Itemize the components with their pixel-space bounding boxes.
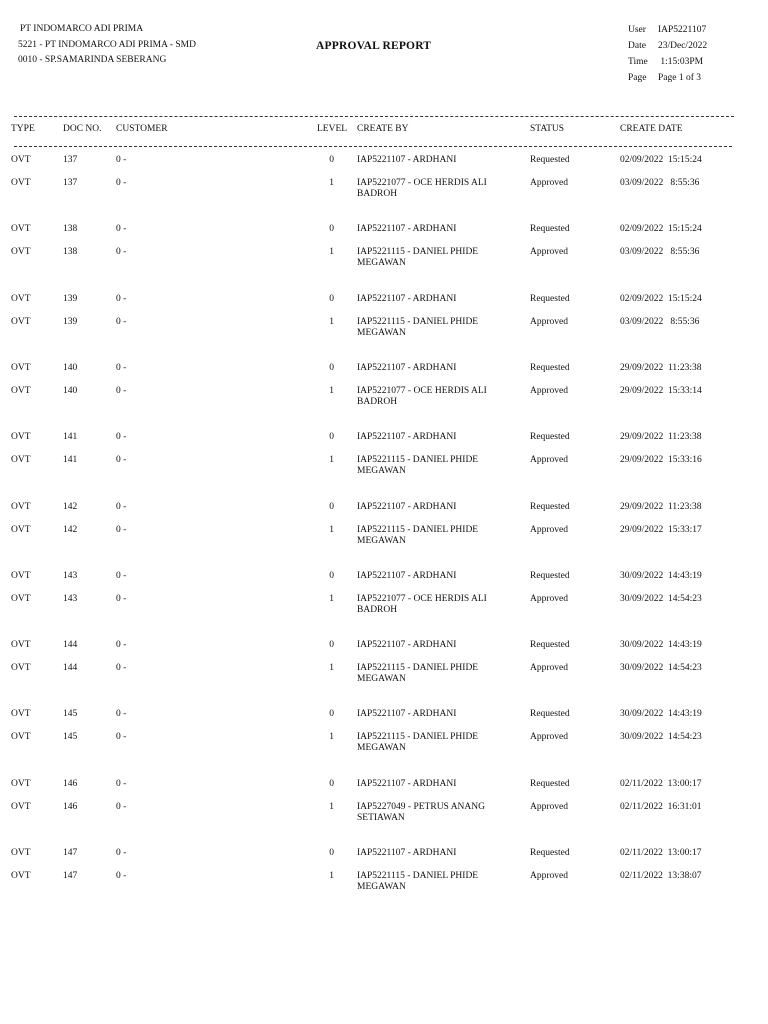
row-type: OVT <box>11 593 31 604</box>
table-row <box>0 224 768 248</box>
row-level: 0 <box>329 293 334 304</box>
row-customer: 0 - <box>116 709 127 720</box>
row-level: 0 <box>329 640 334 651</box>
row-customer: 0 - <box>116 848 127 858</box>
table-row <box>0 871 768 895</box>
col-create-by: CREATE BY <box>357 124 409 134</box>
table-row <box>0 732 768 756</box>
row-level: 1 <box>329 663 334 674</box>
row-status: Requested <box>530 570 570 581</box>
row-status: Requested <box>530 293 570 304</box>
row-status: Approved <box>530 871 568 881</box>
row-doc-no: 147 <box>63 871 78 881</box>
row-type: OVT <box>11 848 31 858</box>
meta-user-label: User <box>628 25 646 35</box>
row-create-by: IAP5221077 - OCE HERDIS ALI BADROH <box>357 178 487 199</box>
row-doc-no: 140 <box>63 385 78 396</box>
table-row <box>0 386 768 410</box>
row-create-date: 03/09/2022 8:55:36 <box>620 316 700 327</box>
row-level: 0 <box>329 155 334 165</box>
row-customer: 0 - <box>116 524 127 535</box>
row-create-by: IAP5221077 - OCE HERDIS ALI BADROH <box>357 385 487 407</box>
company-name: PT INDOMARCO ADI PRIMA <box>20 24 144 34</box>
row-create-date: 02/11/2022 16:31:01 <box>620 801 702 812</box>
row-status: Requested <box>530 155 570 165</box>
row-customer: 0 - <box>116 362 127 373</box>
row-create-by: IAP5221107 - ARDHANI <box>357 432 457 443</box>
row-type: OVT <box>11 316 31 327</box>
col-level: LEVEL <box>317 124 348 134</box>
row-customer: 0 - <box>116 432 127 443</box>
row-status: Approved <box>530 247 568 258</box>
row-create-date: 03/09/2022 8:55:36 <box>620 178 700 188</box>
row-create-by: IAP5221115 - DANIEL PHIDE MEGAWAN <box>357 247 479 269</box>
meta-user-value: IAP5221107 <box>658 25 707 35</box>
row-doc-no: 141 <box>63 455 78 466</box>
row-level: 1 <box>329 455 334 466</box>
row-level: 1 <box>329 732 334 743</box>
row-create-by: IAP5221107 - ARDHANI <box>357 570 457 581</box>
row-create-date: 02/09/2022 15:15:24 <box>620 224 702 235</box>
row-level: 0 <box>329 570 334 581</box>
table-row <box>0 178 768 202</box>
row-level: 1 <box>329 385 334 396</box>
table-row <box>0 247 768 271</box>
col-doc-no: DOC NO. <box>63 124 102 134</box>
row-customer: 0 - <box>116 385 127 396</box>
col-customer: CUSTOMER <box>116 124 168 134</box>
row-type: OVT <box>11 709 31 720</box>
row-doc-no: 140 <box>63 362 78 373</box>
row-type: OVT <box>11 293 31 304</box>
company-branch: 5221 - PT INDOMARCO ADI PRIMA - SMD <box>18 39 196 50</box>
row-customer: 0 - <box>116 801 127 812</box>
table-row <box>0 709 768 733</box>
row-customer: 0 - <box>116 455 127 466</box>
row-create-by: IAP5221107 - ARDHANI <box>357 848 457 858</box>
row-doc-no: 137 <box>63 178 78 188</box>
row-create-by: IAP5221107 - ARDHANI <box>357 362 457 373</box>
table-row <box>0 317 768 341</box>
row-create-by: IAP5221115 - DANIEL PHIDE MEGAWAN <box>357 455 479 477</box>
row-status: Requested <box>530 432 570 443</box>
row-level: 1 <box>329 178 334 188</box>
table-row <box>0 802 768 826</box>
row-level: 1 <box>329 593 334 604</box>
row-type: OVT <box>11 178 31 188</box>
row-customer: 0 - <box>116 501 127 512</box>
row-create-date: 02/11/2022 13:38:07 <box>620 871 702 881</box>
row-level: 1 <box>329 801 334 812</box>
row-status: Approved <box>530 316 568 327</box>
row-level: 0 <box>329 362 334 373</box>
row-customer: 0 - <box>116 316 127 327</box>
row-status: Requested <box>530 778 570 789</box>
row-level: 0 <box>329 224 334 235</box>
row-doc-no: 139 <box>63 293 78 304</box>
row-status: Requested <box>530 362 570 373</box>
row-doc-no: 146 <box>63 801 78 812</box>
row-create-date: 02/11/2022 13:00:17 <box>620 848 702 858</box>
row-doc-no: 137 <box>63 155 78 165</box>
col-create-date: CREATE DATE <box>620 124 683 134</box>
row-create-date: 02/09/2022 15:15:24 <box>620 155 702 165</box>
row-doc-no: 143 <box>63 570 78 581</box>
meta-time-label: Time <box>628 57 648 67</box>
row-create-by: IAP5221107 - ARDHANI <box>357 709 457 720</box>
row-type: OVT <box>11 455 31 466</box>
row-status: Requested <box>530 224 570 235</box>
meta-date-label: Date <box>628 41 646 51</box>
row-create-by: IAP5221107 - ARDHANI <box>357 778 457 789</box>
row-status: Approved <box>530 178 568 188</box>
table-row <box>0 663 768 687</box>
table-row <box>0 779 768 803</box>
row-create-by: IAP5221115 - DANIEL PHIDE MEGAWAN <box>357 316 479 338</box>
row-doc-no: 139 <box>63 316 78 327</box>
row-doc-no: 142 <box>63 524 78 535</box>
table-row <box>0 363 768 387</box>
row-status: Requested <box>530 640 570 651</box>
row-create-date: 29/09/2022 15:33:16 <box>620 455 702 466</box>
row-type: OVT <box>11 247 31 258</box>
meta-page-label: Page <box>628 73 647 83</box>
row-type: OVT <box>11 432 31 443</box>
row-create-date: 03/09/2022 8:55:36 <box>620 247 700 258</box>
row-customer: 0 - <box>116 778 127 789</box>
row-customer: 0 - <box>116 155 127 165</box>
table-row <box>0 525 768 549</box>
row-doc-no: 138 <box>63 247 78 258</box>
row-level: 1 <box>329 316 334 327</box>
row-status: Approved <box>530 663 568 674</box>
row-customer: 0 - <box>116 593 127 604</box>
row-level: 1 <box>329 871 334 881</box>
table-row <box>0 594 768 618</box>
table-row <box>0 294 768 318</box>
row-create-date: 29/09/2022 11:23:38 <box>620 362 702 373</box>
row-type: OVT <box>11 778 31 789</box>
row-create-by: IAP5221107 - ARDHANI <box>357 640 457 651</box>
row-status: Approved <box>530 732 568 743</box>
row-level: 0 <box>329 432 334 443</box>
row-type: OVT <box>11 663 31 674</box>
row-customer: 0 - <box>116 871 127 881</box>
row-type: OVT <box>11 801 31 812</box>
row-create-by: IAP5221115 - DANIEL PHIDE MEGAWAN <box>357 871 479 892</box>
report-title: APPROVAL REPORT <box>316 40 432 52</box>
row-type: OVT <box>11 362 31 373</box>
table-row <box>0 155 768 179</box>
row-level: 1 <box>329 524 334 535</box>
row-customer: 0 - <box>116 570 127 581</box>
row-create-date: 29/09/2022 15:33:14 <box>620 385 702 396</box>
row-create-date: 30/09/2022 14:54:23 <box>620 663 702 674</box>
row-create-date: 30/09/2022 14:43:19 <box>620 709 702 720</box>
row-status: Approved <box>530 385 568 396</box>
row-create-by: IAP5221107 - ARDHANI <box>357 501 457 512</box>
row-status: Requested <box>530 848 570 858</box>
row-create-date: 02/11/2022 13:00:17 <box>620 778 702 789</box>
row-type: OVT <box>11 524 31 535</box>
meta-page-value: Page 1 of 3 <box>658 73 702 83</box>
row-customer: 0 - <box>116 293 127 304</box>
row-type: OVT <box>11 570 31 581</box>
row-doc-no: 143 <box>63 593 78 604</box>
row-create-by: IAP5221077 - OCE HERDIS ALI BADROH <box>357 593 487 615</box>
row-type: OVT <box>11 732 31 743</box>
company-depot: 0010 - SP.SAMARINDA SEBERANG <box>18 55 167 65</box>
table-row <box>0 640 768 664</box>
row-status: Approved <box>530 801 568 812</box>
row-customer: 0 - <box>116 640 127 651</box>
row-doc-no: 145 <box>63 709 78 720</box>
row-create-date: 30/09/2022 14:54:23 <box>620 732 702 743</box>
row-create-date: 29/09/2022 15:33:17 <box>620 524 702 535</box>
row-level: 0 <box>329 501 334 512</box>
row-type: OVT <box>11 871 31 881</box>
row-level: 0 <box>329 778 334 789</box>
row-type: OVT <box>11 155 31 165</box>
row-create-by: IAP5221115 - DANIEL PHIDE MEGAWAN <box>357 732 479 754</box>
row-type: OVT <box>11 385 31 396</box>
row-status: Requested <box>530 501 570 512</box>
row-create-date: 29/09/2022 11:23:38 <box>620 501 702 512</box>
row-doc-no: 138 <box>63 224 78 235</box>
row-type: OVT <box>11 640 31 651</box>
row-create-date: 29/09/2022 11:23:38 <box>620 432 702 443</box>
row-level: 0 <box>329 709 334 720</box>
row-create-by: IAP5221107 - ARDHANI <box>357 155 457 165</box>
row-doc-no: 144 <box>63 640 78 651</box>
row-create-by: IAP5221107 - ARDHANI <box>357 293 457 304</box>
row-doc-no: 142 <box>63 501 78 512</box>
row-type: OVT <box>11 224 31 235</box>
row-type: OVT <box>11 501 31 512</box>
table-row <box>0 571 768 595</box>
row-create-date: 30/09/2022 14:43:19 <box>620 570 702 581</box>
table-row <box>0 432 768 456</box>
row-doc-no: 144 <box>63 663 78 674</box>
row-customer: 0 - <box>116 224 127 235</box>
row-doc-no: 145 <box>63 732 78 743</box>
row-level: 0 <box>329 848 334 858</box>
row-create-by: IAP5221107 - ARDHANI <box>357 224 457 235</box>
row-status: Approved <box>530 455 568 466</box>
row-doc-no: 146 <box>63 778 78 789</box>
row-status: Approved <box>530 593 568 604</box>
row-status: Approved <box>530 524 568 535</box>
table-row <box>0 502 768 526</box>
col-type: TYPE <box>11 124 35 134</box>
meta-date-value: 23/Dec/2022 <box>658 41 708 51</box>
row-create-date: 02/09/2022 15:15:24 <box>620 293 702 304</box>
row-create-by: IAP5221115 - DANIEL PHIDE MEGAWAN <box>357 524 479 546</box>
row-create-by: IAP5221115 - DANIEL PHIDE MEGAWAN <box>357 663 479 685</box>
row-level: 1 <box>329 247 334 258</box>
row-customer: 0 - <box>116 178 127 188</box>
row-create-date: 30/09/2022 14:54:23 <box>620 593 702 604</box>
row-customer: 0 - <box>116 663 127 674</box>
row-create-date: 30/09/2022 14:43:19 <box>620 640 702 651</box>
row-customer: 0 - <box>116 732 127 743</box>
row-doc-no: 141 <box>63 432 78 443</box>
row-doc-no: 147 <box>63 848 78 858</box>
row-customer: 0 - <box>116 247 127 258</box>
table-row <box>0 455 768 479</box>
row-create-by: IAP5227049 - PETRUS ANANG SETIAWAN <box>357 801 485 823</box>
table-row <box>0 848 768 872</box>
col-status: STATUS <box>530 124 565 134</box>
meta-time-value: 1:15:03PM <box>658 57 704 67</box>
row-status: Requested <box>530 709 570 720</box>
